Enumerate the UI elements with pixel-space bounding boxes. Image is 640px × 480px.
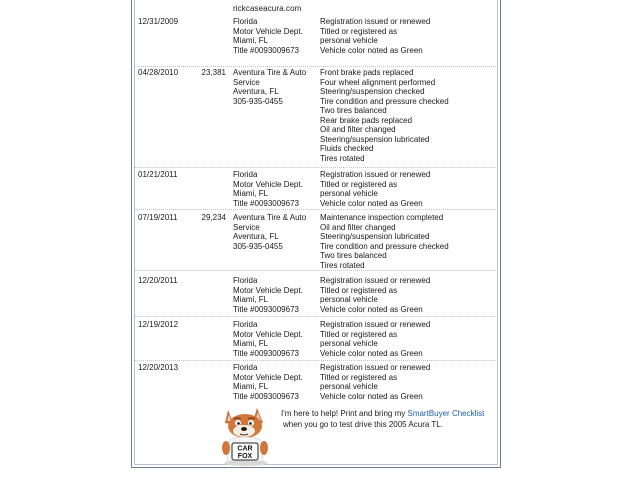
history-record: [134, 213, 498, 271]
record-comments: Front brake pads replaced Four wheel alignment performed Steering/suspension checked Tire condition and pressure checked Two tires balanced Rear brake pads replaced Oil and filter changed Steering/suspension lubricated Fluids checked Tires rotated: [320, 68, 449, 163]
record-odometer: 23,381: [201, 68, 226, 77]
carfox-badge-text: FOX: [237, 453, 253, 460]
carfox-mascot-icon: [218, 404, 272, 466]
record-comments: Registration issued or renewed Titled or registered as personal vehicle Vehicle color noted as Green: [320, 320, 431, 358]
history-record: [134, 17, 498, 67]
record-comments: Registration issued or renewed Titled or registered as personal vehicle Vehicle color noted as Green: [320, 276, 431, 314]
record-date: 07/19/2011: [138, 213, 178, 222]
record-comments: Maintenance inspection completed Oil and filter changed Steering/suspension lubricated Tire condition and pressure checked Two tires balanced Tires rotated: [320, 213, 449, 270]
smartbuyer-checklist-link[interactable]: SmartBuyer Checklist: [407, 409, 485, 418]
history-record: [134, 276, 498, 317]
record-date: 12/31/2009: [138, 17, 179, 26]
record-comments: Registration issued or renewed Titled or registered as personal vehicle Vehicle color noted as Green: [320, 363, 431, 401]
smartbuyer-message: I'm here to help! Print and bring my SmartBuyer Checklist when you go to test drive this 2005 Acura TL.: [281, 409, 485, 429]
record-source: Florida Motor Vehicle Dept. Miami, FL Title #0093009673: [233, 170, 303, 208]
record-date: 01/21/2011: [138, 170, 178, 179]
record-source: Florida Motor Vehicle Dept. Miami, FL Title #0093009673: [233, 17, 303, 55]
history-record: [134, 170, 498, 210]
dealer-website: rickcaseacura.com: [233, 4, 302, 13]
record-source: Florida Motor Vehicle Dept. Miami, FL Title #0093009673: [233, 276, 303, 314]
record-date: 04/28/2010: [138, 68, 179, 77]
record-source: Aventura Tire & Auto Service Aventura, FL 305-935-0455: [233, 213, 307, 251]
history-record: [134, 363, 498, 405]
record-comments: Registration issued or renewed Titled or registered as personal vehicle Vehicle color noted as Green: [320, 170, 431, 208]
history-record: [134, 320, 498, 361]
record-comments: Registration issued or renewed Titled or registered as personal vehicle Vehicle color noted as Green: [320, 17, 431, 55]
record-source: Florida Motor Vehicle Dept. Miami, FL Title #0093009673: [233, 320, 303, 358]
smartbuyer-message-line2: when you go to test drive this 2005 Acura TL.: [283, 420, 443, 429]
record-date: 12/20/2013: [138, 363, 179, 372]
history-record: [134, 68, 498, 168]
record-date: 12/19/2012: [138, 320, 179, 329]
record-date: 12/20/2011: [138, 276, 178, 285]
record-source: Florida Motor Vehicle Dept. Miami, FL Title #0093009673: [233, 363, 303, 401]
record-source: Aventura Tire & Auto Service Aventura, FL 305-935-0455: [233, 68, 307, 106]
record-odometer: 29,234: [201, 213, 226, 222]
carfox-badge-text: CAR: [237, 445, 253, 453]
